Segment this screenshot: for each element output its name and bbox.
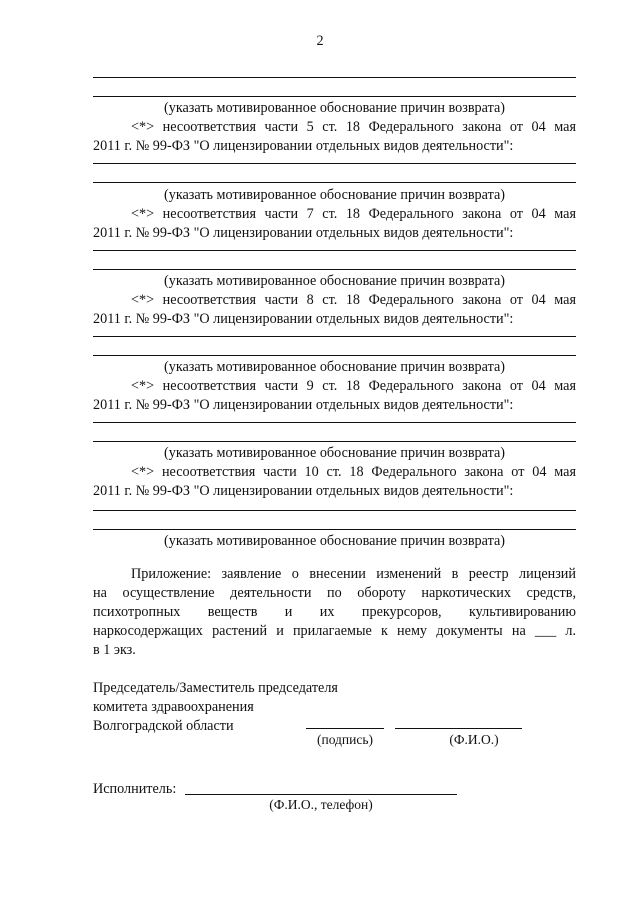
signatory-title: Председатель/Заместитель председателя bbox=[93, 680, 338, 696]
blank-line bbox=[93, 182, 576, 183]
blank-line bbox=[93, 510, 576, 511]
signature-caption: (подпись) bbox=[316, 732, 374, 747]
blank-line bbox=[93, 336, 576, 337]
executor-caption: (Ф.И.О., телефон) bbox=[269, 797, 373, 812]
name-line bbox=[395, 728, 522, 729]
signature-line bbox=[306, 728, 384, 729]
reason-caption: (указать мотивированное обоснование причин возврата) bbox=[164, 100, 505, 116]
attachment-text: наркосодержащих растений и прилагаемые к нему документы на ___ л. bbox=[93, 623, 576, 639]
signatory-region: Волгоградской области bbox=[93, 718, 234, 734]
executor-label: Исполнитель: bbox=[93, 781, 177, 797]
law-reference: 2011 г. № 99-ФЗ "О лицензировании отдельных видов деятельности": bbox=[93, 483, 514, 499]
nonconformity-clause: <*> несоответствия части 8 ст. 18 Федерального закона от 04 мая bbox=[131, 292, 576, 308]
blank-line bbox=[93, 269, 576, 270]
nonconformity-clause: <*> несоответствия части 10 ст. 18 Федерального закона от 04 мая bbox=[131, 464, 576, 480]
executor-line bbox=[185, 794, 457, 795]
reason-caption: (указать мотивированное обоснование причин возврата) bbox=[164, 187, 505, 203]
blank-line bbox=[93, 77, 576, 78]
reason-caption: (указать мотивированное обоснование причин возврата) bbox=[164, 359, 505, 375]
attachment-text: на осуществление деятельности по обороту наркотических средств, bbox=[93, 585, 576, 601]
nonconformity-clause: <*> несоответствия части 7 ст. 18 Федерального закона от 04 мая bbox=[131, 206, 576, 222]
name-caption: (Ф.И.О.) bbox=[449, 732, 499, 747]
blank-line bbox=[93, 96, 576, 97]
law-reference: 2011 г. № 99-ФЗ "О лицензировании отдельных видов деятельности": bbox=[93, 311, 514, 327]
blank-line bbox=[93, 355, 576, 356]
page-number: 2 bbox=[316, 33, 324, 49]
blank-line bbox=[93, 441, 576, 442]
attachment-text: Приложение: заявление о внесении изменений в реестр лицензий bbox=[131, 566, 576, 582]
reason-caption: (указать мотивированное обоснование причин возврата) bbox=[164, 533, 505, 549]
blank-line bbox=[93, 250, 576, 251]
nonconformity-clause: <*> несоответствия части 5 ст. 18 Федерального закона от 04 мая bbox=[131, 119, 576, 135]
attachment-text: психотропных веществ и их прекурсоров, культивированию bbox=[93, 604, 576, 620]
blank-line bbox=[93, 529, 576, 530]
reason-caption: (указать мотивированное обоснование причин возврата) bbox=[164, 273, 505, 289]
law-reference: 2011 г. № 99-ФЗ "О лицензировании отдельных видов деятельности": bbox=[93, 225, 514, 241]
blank-line bbox=[93, 422, 576, 423]
attachment-text: в 1 экз. bbox=[93, 642, 136, 658]
law-reference: 2011 г. № 99-ФЗ "О лицензировании отдельных видов деятельности": bbox=[93, 397, 514, 413]
blank-line bbox=[93, 163, 576, 164]
reason-caption: (указать мотивированное обоснование причин возврата) bbox=[164, 445, 505, 461]
signatory-committee: комитета здравоохранения bbox=[93, 699, 254, 715]
nonconformity-clause: <*> несоответствия части 9 ст. 18 Федерального закона от 04 мая bbox=[131, 378, 576, 394]
law-reference: 2011 г. № 99-ФЗ "О лицензировании отдельных видов деятельности": bbox=[93, 138, 514, 154]
